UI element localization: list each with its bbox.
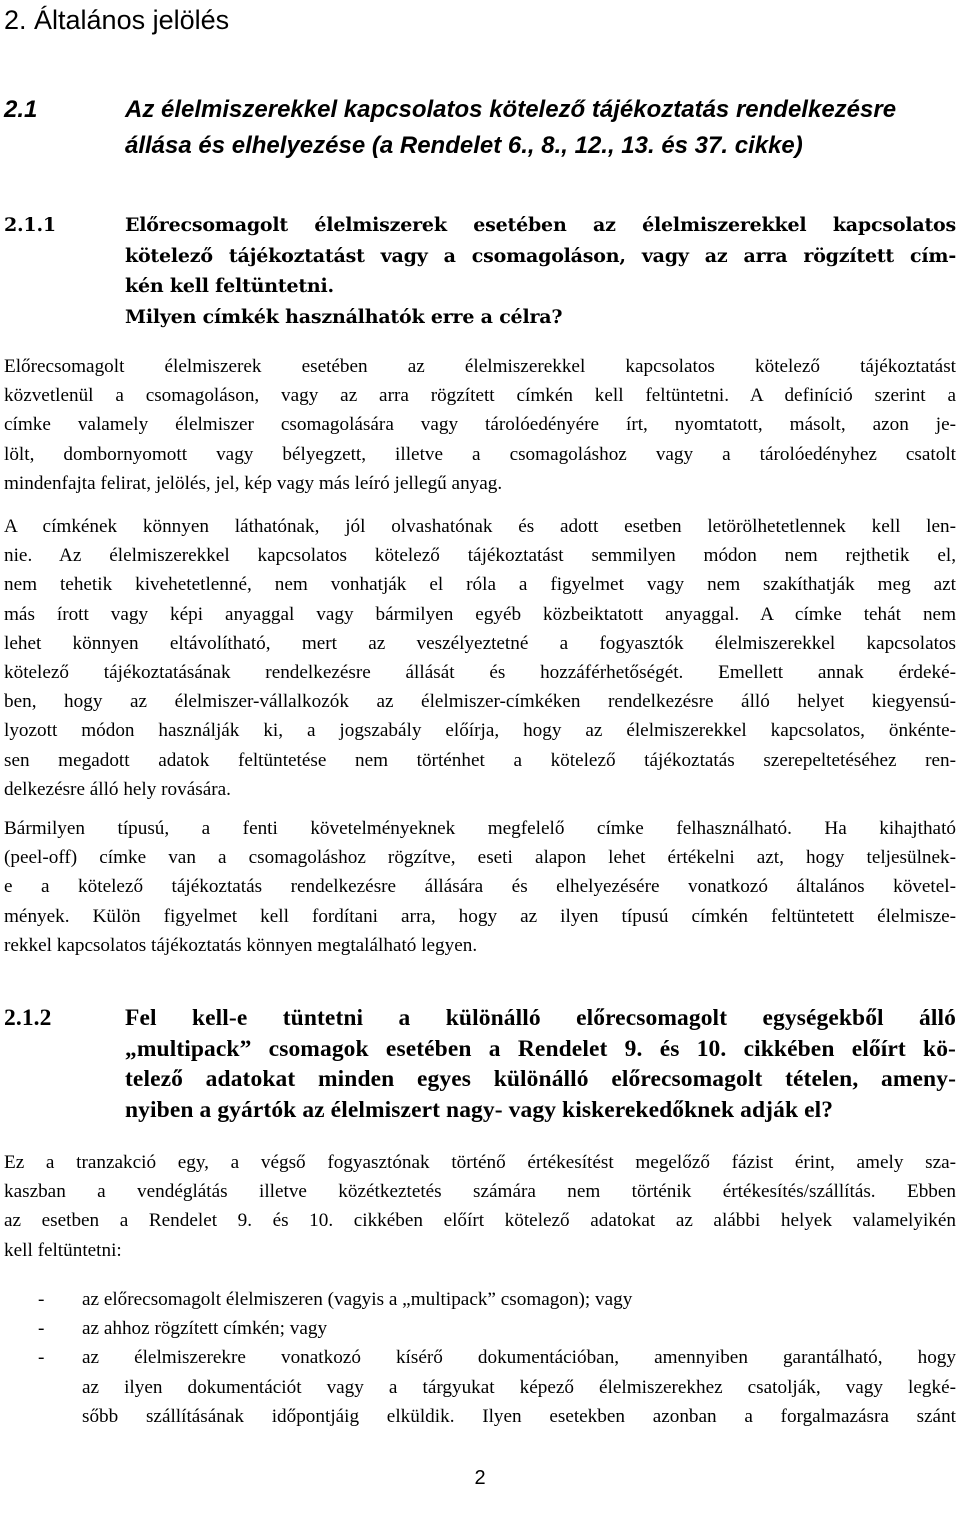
section-title-line: kötelező tájékoztatást vagy a csomagoláson, vagy az arra rögzített cím- xyxy=(125,244,956,267)
paragraph-line: közvetlenül a csomagoláson, vagy az arra rögzített címkén kell feltüntetni. A definíció szerint a xyxy=(4,385,956,407)
list-item-line: az ilyen dokumentációt vagy a tárgyukat képező élelmiszerekhez csatolják, vagy legké- xyxy=(82,1376,956,1398)
chapter-heading: 2. Általános jelölés xyxy=(4,5,230,35)
list-dash: - xyxy=(38,1289,45,1310)
paragraph-line: (peel-off) címke van a csomagoláshoz rögzítve, eseti alapon lehet értékelni azt, hogy teljesülnek- xyxy=(4,847,956,869)
paragraph-line: kaszban a vendéglátás illetve közétkeztetés számára nem történik értékesítés/szállítás. Ebben xyxy=(4,1181,956,1203)
section-title xyxy=(125,1003,956,1125)
paragraph-line: ben, hogy az élelmiszer-vállalkozók az élelmiszer-címkéken rendelkezésre álló helyet kiegyensú- xyxy=(4,691,956,713)
paragraph-line: más írott vagy képi anyaggal vagy bármilyen egyéb közbeiktatott anyaggal. A címke tehát nem xyxy=(4,603,956,625)
section-title-line: Előrecsomagolt élelmiszerek esetében az élelmiszerekkel kapcsolatos xyxy=(125,214,956,236)
paragraph-line: lehet könnyen eltávolítható, mert az veszélyeztetné a fogyasztók élelmiszerekkel kapcsolatos xyxy=(4,632,956,654)
paragraph-label-definition xyxy=(4,352,956,498)
paragraph-line: lyozott módon használják ki, a jogszabály előírja, hogy az élelmiszerekkel kapcsolatos, önkénte- xyxy=(4,720,956,742)
paragraph-line: delkezésre álló hely rovására. xyxy=(4,778,231,800)
section-title-line: „multipack” csomagok esetében a Rendelet 9. és 10. cikkében előírt kö- xyxy=(125,1035,956,1062)
paragraph-line: sen megadott adatok feltüntetése nem történhet a kötelező tájékoztatás szerepeltetéséhez ren- xyxy=(4,749,956,771)
paragraph-line: nie. Az élelmiszerekkel kapcsolatos kötelező tájékoztatást semmilyen módon nem rejthetik el, xyxy=(4,545,956,567)
paragraph-line: Bármilyen típusú, a fenti követelményeknek megfelelő címke felhasználható. Ha kihajtható xyxy=(4,818,956,839)
section-number: 2.1.1 xyxy=(4,214,56,236)
page-number: 2 xyxy=(474,1467,486,1489)
list-item-line: az ahhoz rögzített címkén; vagy xyxy=(82,1318,328,1340)
paragraph-line: az esetben a Rendelet 9. és 10. cikkében előírt kötelező adatokat az alábbi helyek valamelyikén xyxy=(4,1210,956,1232)
list-item xyxy=(4,1343,956,1431)
list-item-line: az előrecsomagolt élelmiszeren (vagyis a „multipack” csomagon); vagy xyxy=(82,1289,633,1310)
paragraph-line: mények. Külön figyelmet kell fordítani arra, hogy az ilyen típusú címkén feltüntetett élelmisze- xyxy=(4,905,956,927)
list-dash: - xyxy=(38,1347,45,1369)
paragraph-line: címke valamely élelmiszer csomagolására vagy tárolóedényére írt, nyomtatott, másolt, azon je- xyxy=(4,414,956,436)
paragraph-line: kötelező tájékoztatásának rendelkezésre állását és hozzáférhetőségét. Emellett annak érdeké- xyxy=(4,662,956,684)
paragraph-line: A címkének könnyen láthatónak, jól olvashatónak és adott esetben letörölhetetlennek kell len- xyxy=(4,516,956,537)
section-title xyxy=(125,210,956,332)
section-title-line: kén kell feltüntetni. xyxy=(125,275,334,297)
list-item xyxy=(4,1285,956,1314)
paragraph-transaction xyxy=(4,1148,956,1265)
paragraph-line: mindenfajta felirat, jelölés, jel, kép vagy más leíró jellegű anyag. xyxy=(4,472,503,494)
section-number: 2.1 xyxy=(4,96,38,123)
list-item xyxy=(4,1314,956,1343)
section-number: 2.1.2 xyxy=(4,1005,52,1031)
section-title-line: állása és elhelyezése (a Rendelet 6., 8., 12., 13. és 37. cikke) xyxy=(125,132,803,159)
section-title-line: Fel kell-e tüntetni a különálló előrecsomagolt egységekből álló xyxy=(125,1005,956,1031)
section-title-line: telező adatokat minden egyes különálló előrecsomagolt tételen, ameny- xyxy=(125,1066,956,1092)
section-title-line: nyiben a gyártók az élelmiszert nagy- vagy kiskerekedőknek adják el? xyxy=(125,1096,834,1123)
list-dash: - xyxy=(38,1318,45,1340)
list-item-line: az élelmiszerekre vonatkozó kísérő dokumentációban, amennyiben garantálható, hogy xyxy=(82,1347,956,1369)
placement-options-list xyxy=(4,1285,956,1431)
paragraph-line: e a kötelező tájékoztatás rendelkezésre állására és elhelyezésére vonatkozó általános követel- xyxy=(4,876,956,898)
paragraph-line: rekkel kapcsolatos tájékoztatás könnyen megtalálható legyen. xyxy=(4,934,478,956)
paragraph-label-visibility xyxy=(4,512,956,804)
paragraph-line: kell feltüntetni: xyxy=(4,1239,122,1261)
paragraph-line: Ez a tranzakció egy, a végső fogyasztónak történő értékesítést megelőző fázist érint, amely sza- xyxy=(4,1152,956,1173)
section-question: Milyen címkék használhatók erre a célra? xyxy=(125,305,563,328)
paragraph-line: nem tehetik kivehetetlenné, nem vonhatják el róla a figyelmet vagy nem szakíthatják meg azt xyxy=(4,574,956,596)
paragraph-line: lölt, dombornyomott vagy bélyegzett, illetve a csomagoláshoz vagy a tárolóedényhez csatolt xyxy=(4,443,956,465)
section-title xyxy=(125,92,956,164)
paragraph-peel-off-label xyxy=(4,814,956,960)
section-title-line: Az élelmiszerekkel kapcsolatos kötelező tájékoztatás rendelkezésre xyxy=(125,96,897,123)
paragraph-line: Előrecsomagolt élelmiszerek esetében az élelmiszerekkel kapcsolatos kötelező tájékoztatást xyxy=(4,356,956,377)
list-item-line: sőbb szállításának időpontjáig elküldik. Ilyen esetekben azonban a forgalmazásra szánt xyxy=(82,1405,956,1427)
